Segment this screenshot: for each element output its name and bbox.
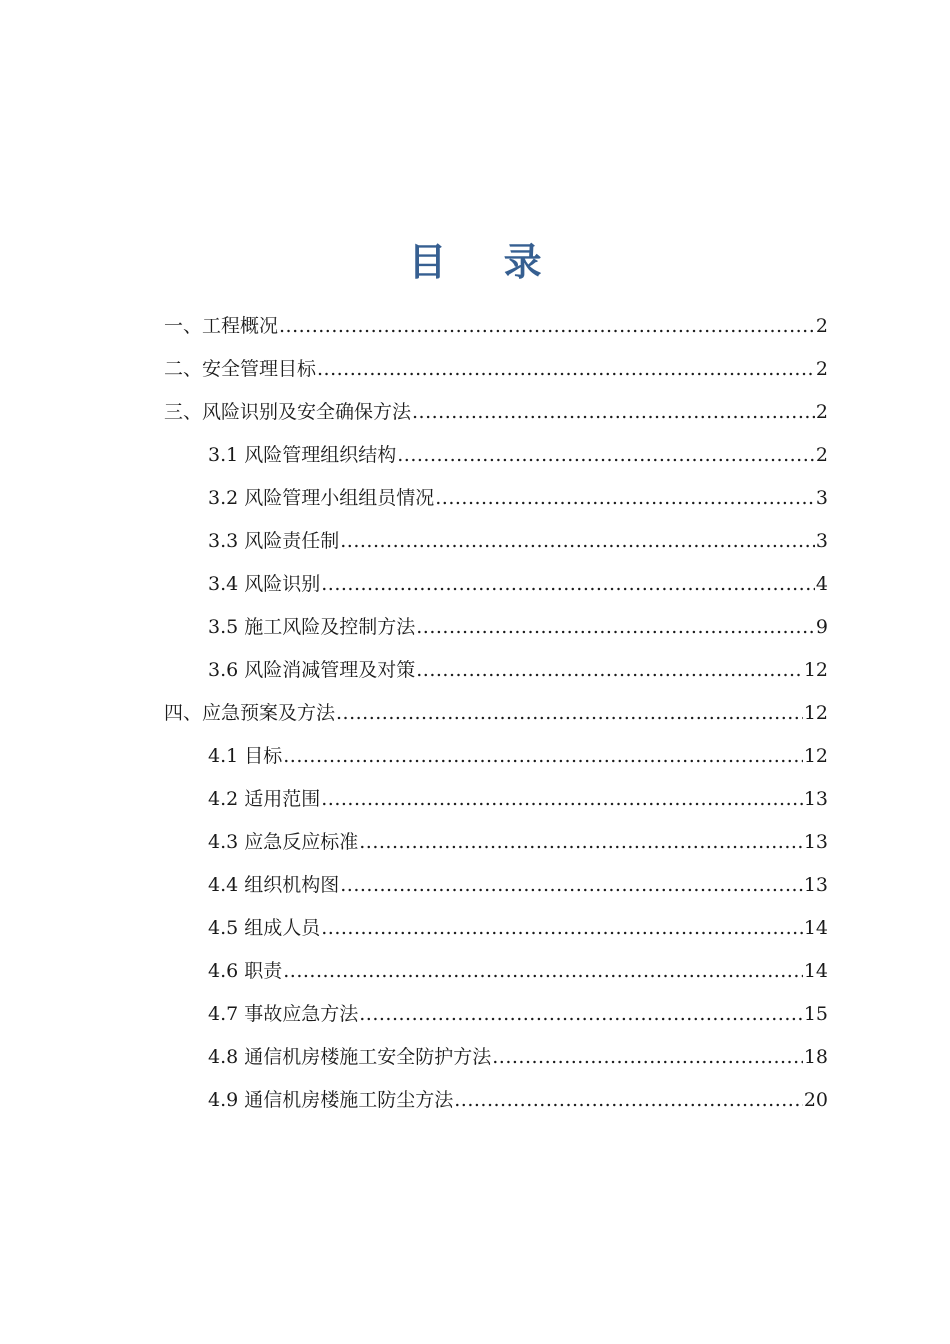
- toc-entry-label: 3.1 风险管理组织结构: [208, 444, 397, 466]
- toc-entry-page: 2: [815, 315, 828, 337]
- toc-entry-label: 三、风险识别及安全确保方法: [164, 401, 412, 423]
- toc-entry-label: 4.7 事故应急方法: [208, 1003, 359, 1025]
- toc-entry-label: 3.6 风险消减管理及对策: [208, 659, 416, 681]
- toc-dot-leader: [454, 1079, 803, 1122]
- toc-entry-label: 4.9 通信机房楼施工防尘方法: [208, 1089, 454, 1111]
- toc-entry-page: 12: [803, 745, 828, 767]
- toc-entry[interactable]: [164, 563, 828, 606]
- toc-entry[interactable]: [164, 864, 828, 907]
- toc-dot-leader: [416, 606, 815, 649]
- toc-entry-label: 4.6 职责: [208, 960, 283, 982]
- toc-entry-label: 四、应急预案及方法: [164, 702, 336, 724]
- toc-entry-label: 3.4 风险识别: [208, 573, 321, 595]
- toc-dot-leader: [279, 305, 815, 348]
- toc-entry-page: 15: [803, 1003, 828, 1025]
- toc-entry-page: 2: [815, 358, 828, 380]
- toc-entry[interactable]: [164, 477, 828, 520]
- toc-entry[interactable]: [164, 434, 828, 477]
- toc-dot-leader: [317, 348, 815, 391]
- toc-dot-leader: [397, 434, 815, 477]
- toc-entry-label: 4.1 目标: [208, 745, 283, 767]
- toc-entry[interactable]: [164, 993, 828, 1036]
- toc-entry[interactable]: [164, 907, 828, 950]
- toc-entry-page: 12: [803, 659, 828, 681]
- toc-entry-label: 3.3 风险责任制: [208, 530, 340, 552]
- toc-entry-label: 4.3 应急反应标准: [208, 831, 359, 853]
- toc-entry[interactable]: [164, 778, 828, 821]
- toc-entry[interactable]: [164, 305, 828, 348]
- toc-entry[interactable]: [164, 950, 828, 993]
- toc-entry-page: 14: [803, 917, 828, 939]
- toc-dot-leader: [283, 950, 803, 993]
- toc-entry[interactable]: [164, 348, 828, 391]
- toc-entry-page: 4: [815, 573, 828, 595]
- toc-entry-label: 一、工程概况: [164, 315, 279, 337]
- toc-title: 目 录: [408, 240, 564, 284]
- toc-dot-leader: [321, 778, 803, 821]
- toc-dot-leader: [340, 520, 815, 563]
- toc-dot-leader: [492, 1036, 803, 1079]
- toc-entry-page: 12: [803, 702, 828, 724]
- toc-dot-leader: [283, 735, 803, 778]
- toc-dot-leader: [359, 993, 803, 1036]
- toc-entry[interactable]: [164, 649, 828, 692]
- toc-dot-leader: [336, 692, 803, 735]
- toc-entry[interactable]: [164, 606, 828, 649]
- toc-entry-page: 2: [815, 401, 828, 423]
- toc-entry[interactable]: [164, 692, 828, 735]
- toc-entry[interactable]: [164, 1079, 828, 1122]
- toc-dot-leader: [416, 649, 803, 692]
- toc-entry[interactable]: [164, 1036, 828, 1079]
- toc-dot-leader: [359, 821, 803, 864]
- toc-entry[interactable]: [164, 821, 828, 864]
- toc-entry-page: 18: [803, 1046, 828, 1068]
- toc-entry-label: 二、安全管理目标: [164, 358, 317, 380]
- toc-entry-page: 14: [803, 960, 828, 982]
- toc-entry-label: 4.4 组织机构图: [208, 874, 340, 896]
- toc-entry-page: 3: [815, 530, 828, 552]
- toc-entry-label: 4.5 组成人员: [208, 917, 321, 939]
- toc-list: [164, 305, 828, 1122]
- toc-entry-label: 4.2 适用范围: [208, 788, 321, 810]
- toc-entry-page: 13: [803, 874, 828, 896]
- toc-entry-page: 9: [815, 616, 828, 638]
- toc-entry-page: 13: [803, 831, 828, 853]
- toc-entry-label: 3.2 风险管理小组组员情况: [208, 487, 435, 509]
- toc-entry-page: 2: [815, 444, 828, 466]
- toc-dot-leader: [340, 864, 803, 907]
- toc-dot-leader: [412, 391, 815, 434]
- toc-entry[interactable]: [164, 391, 828, 434]
- toc-dot-leader: [435, 477, 815, 520]
- toc-entry[interactable]: [164, 520, 828, 563]
- toc-entry-label: 3.5 施工风险及控制方法: [208, 616, 416, 638]
- toc-dot-leader: [321, 907, 803, 950]
- toc-entry[interactable]: [164, 735, 828, 778]
- toc-entry-label: 4.8 通信机房楼施工安全防护方法: [208, 1046, 492, 1068]
- toc-dot-leader: [321, 563, 815, 606]
- toc-entry-page: 3: [815, 487, 828, 509]
- toc-entry-page: 13: [803, 788, 828, 810]
- toc-entry-page: 20: [803, 1089, 828, 1111]
